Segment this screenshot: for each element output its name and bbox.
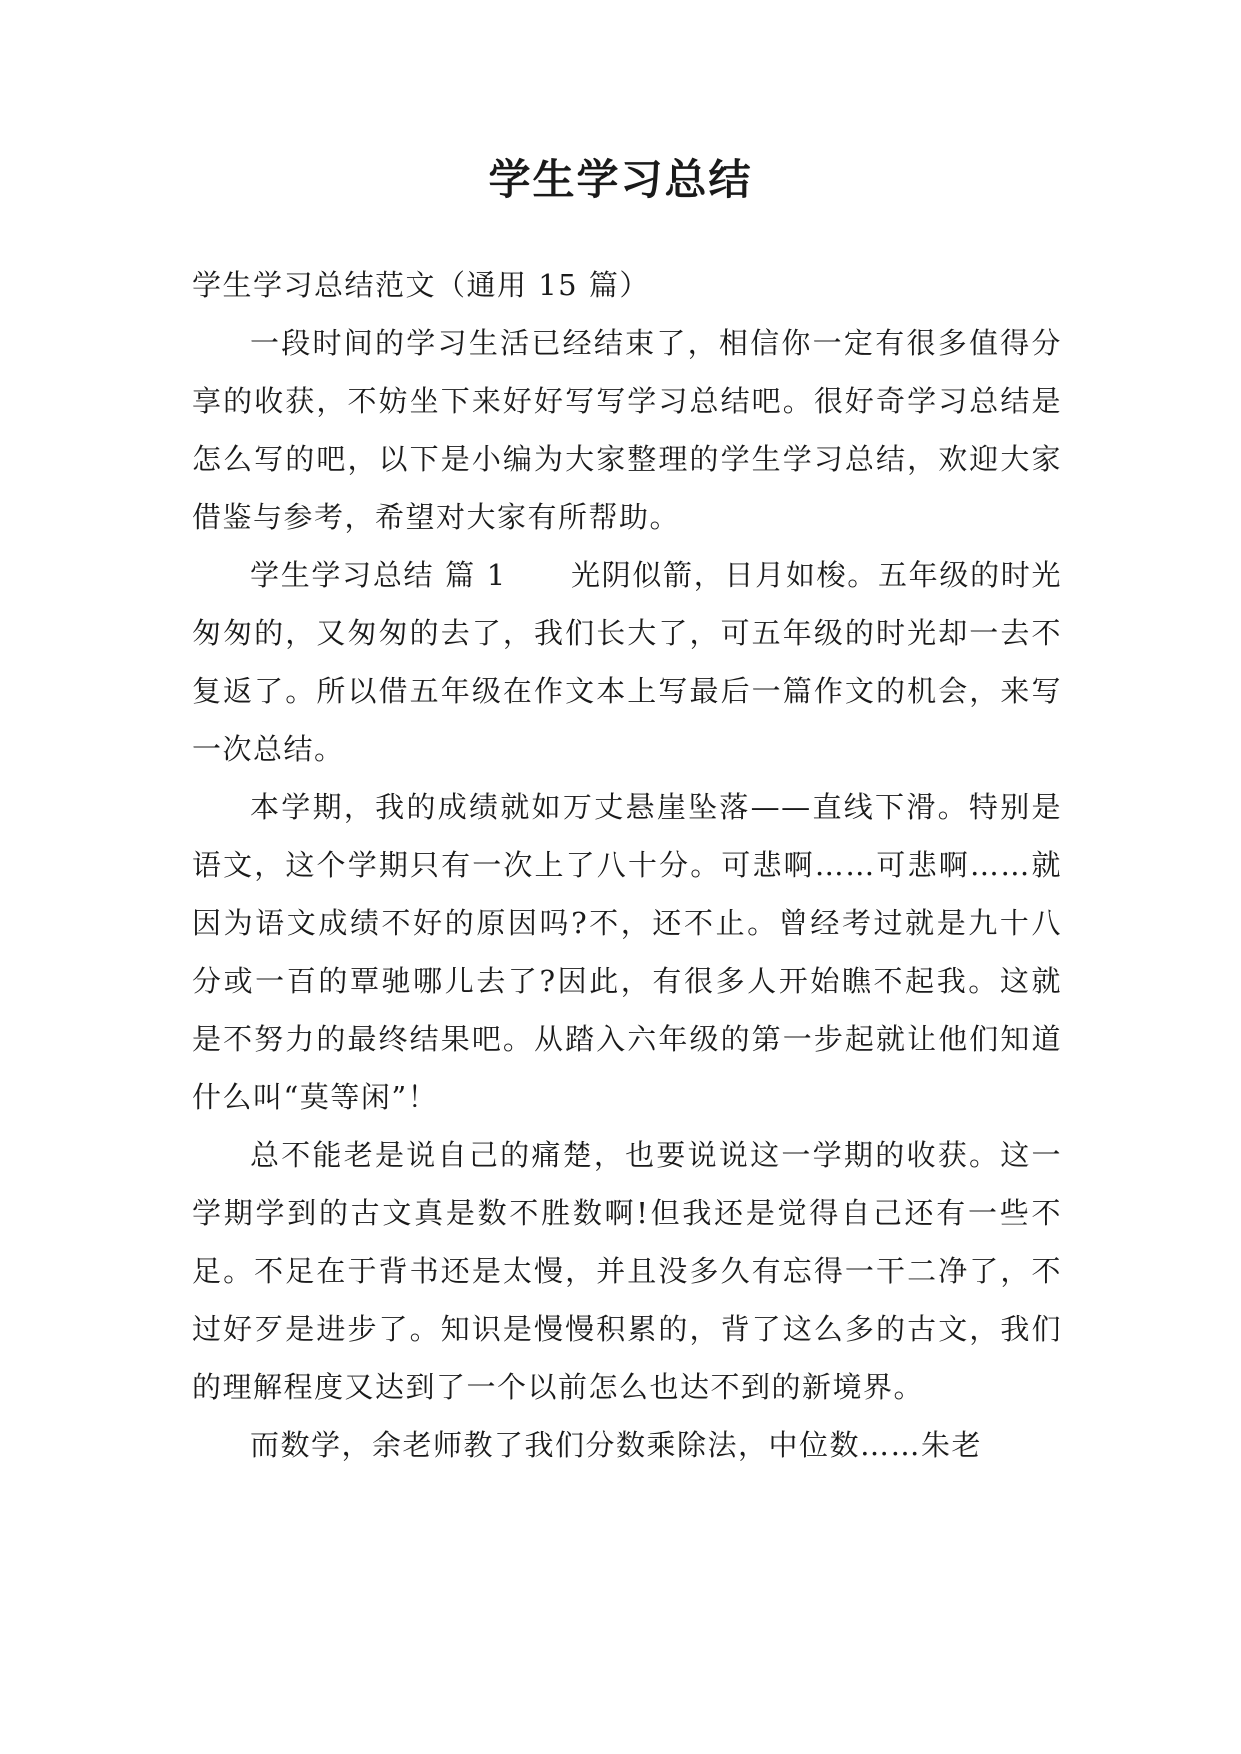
body-paragraph: 总不能老是说自己的痛楚，也要说说这一学期的收获。这一学期学到的古文真是数不胜数啊!但我还是觉得自己还有一些不足。不足在于背书还是太慢，并且没多久有忘得一干二净了，不过好歹是进步了。知识是慢慢积累的，背了这么多的古文，我们的理解程度又达到了一个以前怎么也达不到的新境界。 (192, 1138, 1062, 1404)
document-subtitle: 学生学习总结范文（通用 15 篇） (192, 268, 650, 302)
intro-paragraph: 一段时间的学习生活已经结束了，相信你一定有很多值得分享的收获，不妨坐下来好好写写学习总结吧。很好奇学习总结是怎么写的吧，以下是小编为大家整理的学生学习总结，欢迎大家借鉴与参考，希望对大家有所帮助。 (192, 326, 1062, 534)
document-body (192, 256, 1062, 1474)
document-title: 学生学习总结 (488, 155, 753, 204)
body-paragraph: 本学期，我的成绩就如万丈悬崖坠落——直线下滑。特别是语文，这个学期只有一次上了八十分。可悲啊……可悲啊……就因为语文成绩不好的原因吗?不，还不止。曾经考过就是九十八分或一百的覃驰哪儿去了?因此，有很多人开始瞧不起我。这就是不努力的最终结果吧。从踏入六年级的第一步起就让他们知道什么叫“莫等闲”！ (192, 790, 1062, 1114)
section-1-text: 光阴似箭，日月如梭。五年级的时光匆匆的，又匆匆的去了，我们长大了，可五年级的时光却一去不复返了。所以借五年级在作文本上写最后一篇作文的机会，来写一次总结。 (192, 558, 1062, 766)
body-paragraph: 而数学，余老师教了我们分数乘除法，中位数……朱老 (250, 1428, 983, 1462)
section-1-heading: 学生学习总结 篇 1 (250, 558, 507, 592)
section-1-paragraph (192, 546, 1062, 778)
